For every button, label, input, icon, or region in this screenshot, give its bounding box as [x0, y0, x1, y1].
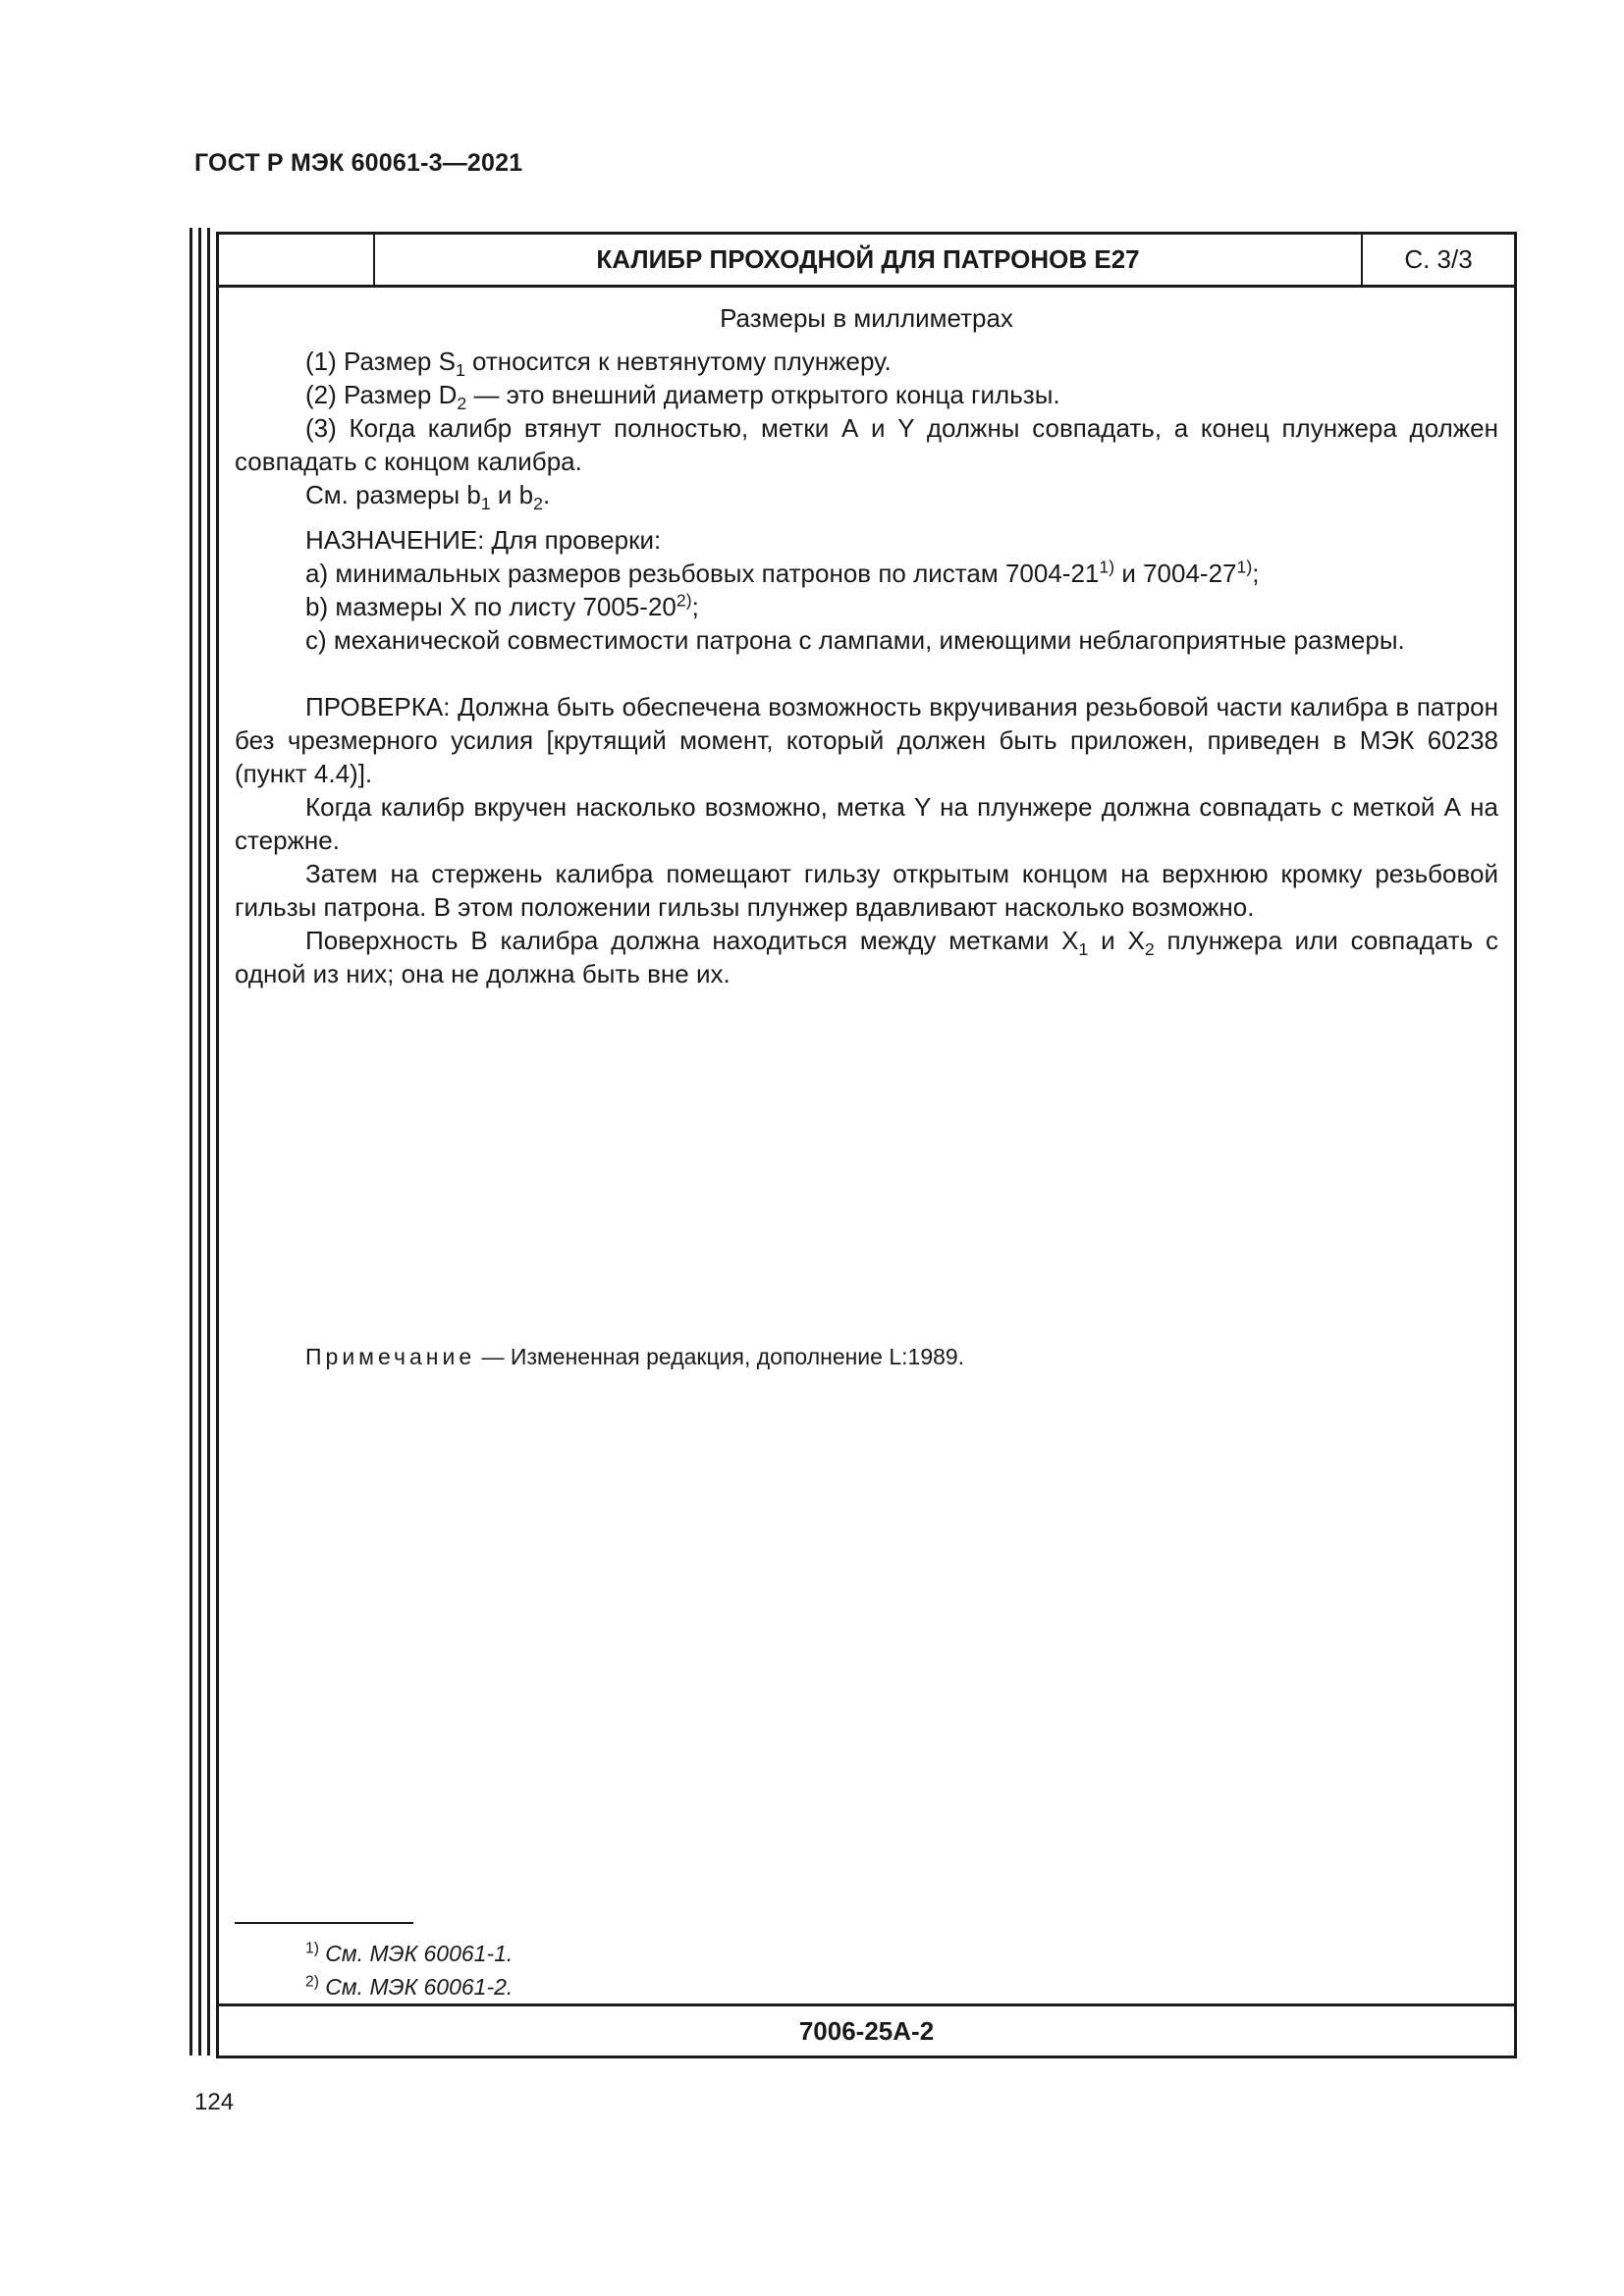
- side-rule-inner: [207, 228, 210, 2056]
- sheet-code: 7006-25A-2: [219, 2003, 1514, 2056]
- check-paragraph-1: ПРОВЕРКА: Должна быть обеспечена возможность вкручивания резьбовой части калибра в патрон без чрезмерного усилия [крутящий момент, который должен быть приложен, приведен в МЭК 60238 (пункт 4.4)].: [235, 692, 1498, 788]
- note-1-text-end: относится к невтянутому плунжеру.: [464, 347, 892, 376]
- note-2: [235, 378, 1498, 414]
- note-1: [235, 345, 1498, 381]
- footnote-ref: 1): [1236, 557, 1253, 577]
- title-cell-empty: [219, 235, 375, 285]
- note-4-sub-2: 2: [533, 494, 543, 514]
- note-1-sub: 1: [455, 360, 465, 381]
- note-2-text: (2) Размер D: [305, 380, 458, 409]
- side-rule-outer: [189, 228, 192, 2056]
- dimensions-note: Размеры в миллиметрах: [720, 303, 1013, 333]
- remark: [305, 1344, 964, 1370]
- title-row: [219, 235, 1514, 288]
- check-4-text-mid: и X: [1088, 926, 1145, 955]
- footnote-ref: 1): [1099, 557, 1115, 577]
- purpose-a-end: ;: [1252, 559, 1260, 588]
- note-3: (3) Когда калибр втянут полностью, метки А и Y должны совпадать, а конец плунжера должен совпадать с концом калибра.: [235, 413, 1498, 476]
- footnote-2: [305, 1970, 513, 2003]
- note-4-sub-1: 1: [480, 494, 491, 514]
- note-2-sub: 2: [457, 394, 467, 414]
- spacer: [235, 511, 1498, 523]
- check-4-text: Поверхность B калибра должна находиться между метками X: [305, 926, 1079, 955]
- remark-text: — Измененная редакция, дополнение L:1989.: [475, 1344, 965, 1369]
- check-paragraph-3: Затем на стержень калибра помещают гильзу открытым концом на верхнюю кромку резьбовой гильзы патрона. В этом положении гильзы плунжер вдавливают насколько возможно.: [235, 859, 1498, 922]
- footnote-2-number: 2): [305, 1973, 319, 1991]
- note-4-text-mid: и b: [490, 480, 534, 509]
- purpose-item-b: [235, 590, 1498, 623]
- document-header: ГОСТ Р МЭК 60061-3—2021: [194, 149, 523, 177]
- note-4: [235, 478, 1498, 514]
- footnote-2-text: См. МЭК 60061-2.: [318, 1974, 514, 2000]
- note-4-text-end: .: [542, 480, 551, 509]
- purpose-item-c: c) механической совместимости патрона с лампами, имеющими неблагоприятные размеры.: [305, 625, 1405, 655]
- purpose-heading: НАЗНАЧЕНИЕ: Для проверки:: [305, 525, 662, 555]
- footnote-1-text: См. МЭК 60061-1.: [318, 1941, 514, 1966]
- check-paragraph-2: Когда калибр вкручен насколько возможно, метка Y на плунжере должна совпадать с меткой А на стержне.: [235, 792, 1498, 855]
- sheet-frame: [216, 232, 1517, 2058]
- purpose-a-text: a) минимальных размеров резьбовых патронов по листам 7004-21: [305, 559, 1100, 588]
- check-4-text-end: плунжера или совпадать с одной из них; она не должна быть вне их.: [235, 926, 1499, 988]
- spacer: [235, 657, 1498, 690]
- check-4-sub-2: 2: [1144, 939, 1155, 960]
- sheet-page: С. 3/3: [1404, 244, 1473, 274]
- purpose-b-text: b) мазмеры X по листу 7005-20: [305, 592, 677, 621]
- purpose-a-mid: и 7004-27: [1114, 559, 1237, 588]
- footnote-ref: 2): [676, 590, 692, 611]
- footnote-1: [305, 1937, 513, 1970]
- purpose-b-end: ;: [691, 592, 699, 621]
- sheet-content: [235, 288, 1498, 990]
- page-number: 124: [194, 2089, 235, 2115]
- check-4-sub-1: 1: [1078, 939, 1089, 960]
- footnote-rule: [235, 1922, 413, 1924]
- footnotes: [305, 1937, 513, 2003]
- note-4-text: См. размеры b: [305, 480, 481, 509]
- remark-label: Примечание: [305, 1344, 476, 1369]
- side-rule-middle: [198, 228, 201, 2056]
- footnote-1-number: 1): [305, 1940, 319, 1957]
- note-1-text: (1) Размер S: [305, 347, 456, 376]
- note-2-text-end: — это внешний диаметр открытого конца гильзы.: [466, 380, 1060, 409]
- purpose-item-a: [235, 557, 1498, 590]
- sheet-title: КАЛИБР ПРОХОДНОЙ ДЛЯ ПАТРОНОВ Е27: [375, 235, 1363, 285]
- check-paragraph-4: [235, 924, 1498, 990]
